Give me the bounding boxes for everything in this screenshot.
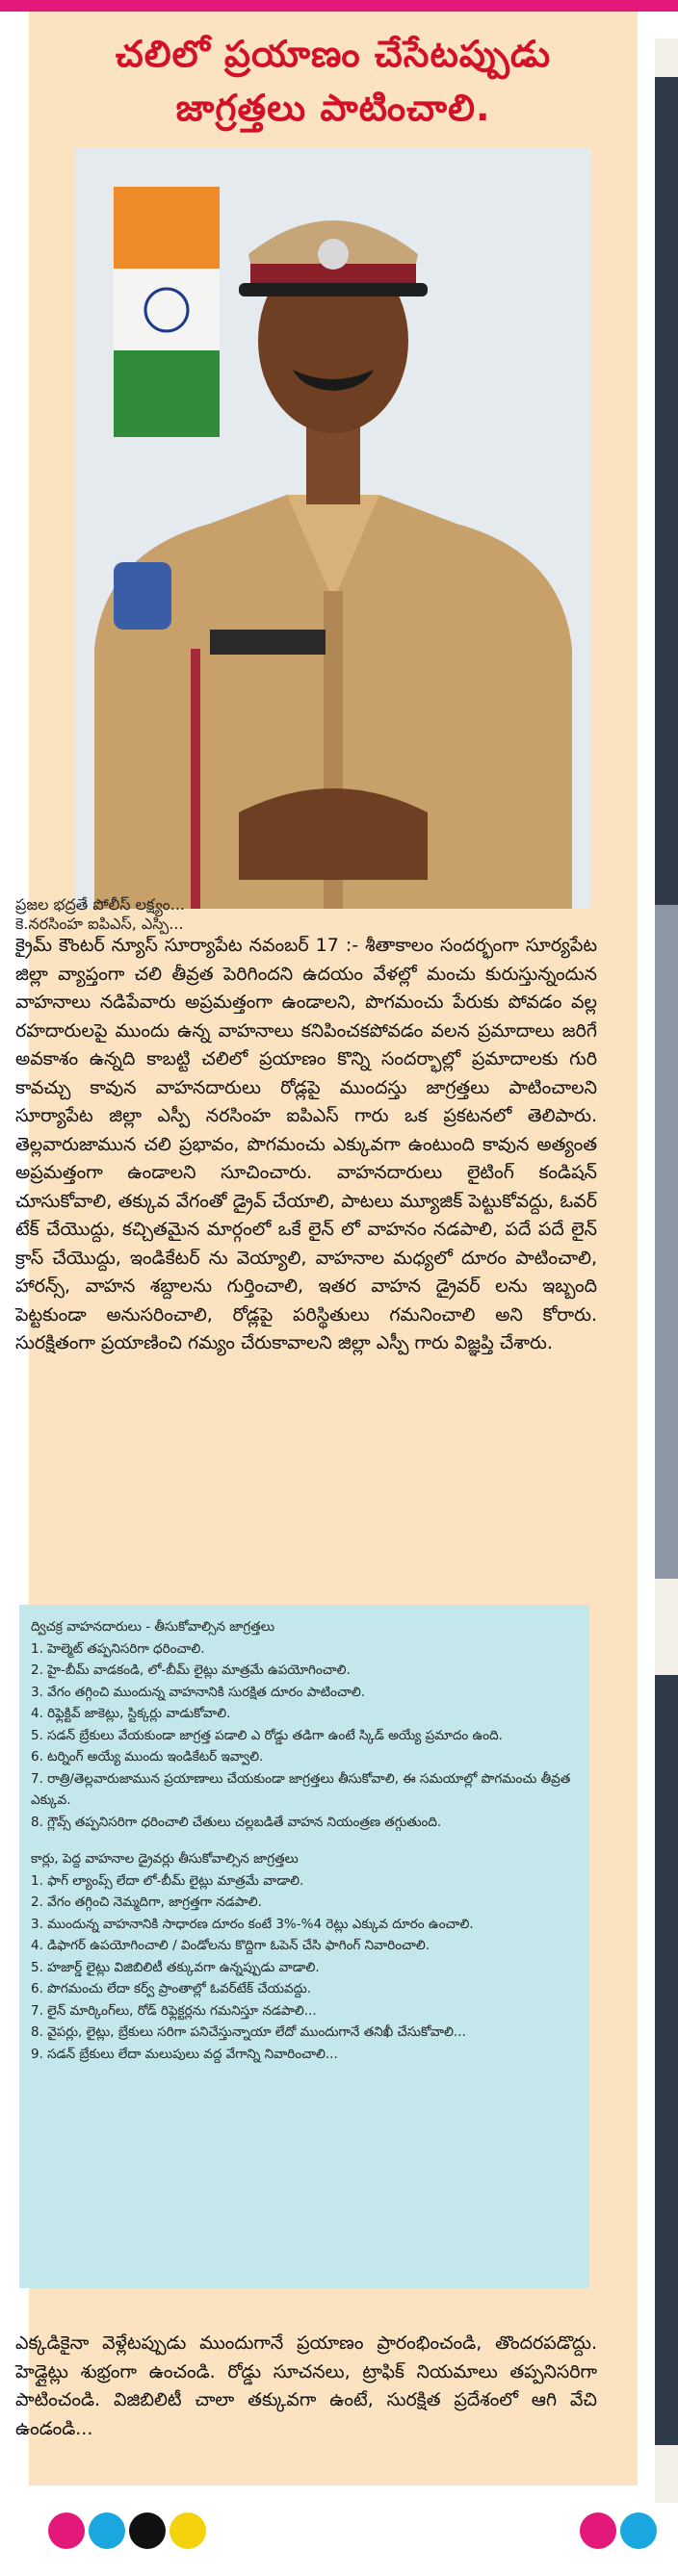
two-wheeler-item: 2. హై-బీమ్ వాడకండి, లో-బీమ్ లైట్లు మాత్రమే ఉపయోగించాలి.: [31, 1662, 351, 1678]
two-wheeler-item: 3. వేగం తగ్గించి ముందున్న వాహనానికి సురక్షిత దూరం పాటించాలి.: [31, 1684, 366, 1700]
top-color-bar: [0, 0, 678, 12]
closing-paragraph: ఎక్కడికైనా వెళ్లేటప్పుడు ముందుగానే ప్రయాణం ప్రారంభించండి, తొందరపడొద్దు. హెడ్లైట్లు శుభ్రంగా ఉంచండి. రోడ్డు సూచనలు, ట్రాఫిక్ నియమాలు తప్పనిసరిగా పాటించండి. విజిబిలిటీ చాలా తక్కువగా ఉంటే, సురక్షిత ప్రదేశంలో ఆగి వేచి ఉండండి...: [15, 2332, 597, 2439]
car-drivers-item: 7. లైన్ మార్కింగ్‌లు, రోడ్ రిఫ్లెక్టర్లను గమనిస్తూ నడపాలి...: [31, 2002, 317, 2019]
black-dot: [129, 2512, 166, 2549]
cyan-dot: [620, 2512, 657, 2549]
two-wheeler-item: 7. రాత్రి/తెల్లవారుజామున ప్రయాణాలు చేయకుండా జాగ్రత్తలు తీసుకోవాలి, ఈ సమయాల్లో పొగమంచు తీవ్రత ఎక్కువ.: [31, 1770, 571, 1808]
car-drivers-item: 4. డిఫాగర్ ఉపయోగించాలి / విండోలను కొద్దిగా ఓపెన్ చేసి ఫాగింగ్ నివారించాలి.: [31, 1938, 430, 1953]
registration-marks-left: [48, 2512, 206, 2549]
headline-line-1: చలిలో ప్రయాణం చేసేటప్పుడు: [115, 33, 552, 75]
registration-marks-right: [580, 2512, 657, 2549]
sp-portrait-photo: [75, 148, 591, 909]
car-drivers-item: 6. పొగమంచు లేదా కర్వ్ ప్రాంతాల్లో ఓవర్‌టేక్ చేయవద్దు.: [31, 1981, 312, 1996]
two-wheeler-item: 8. గ్లౌవ్స్ తప్పనిసరిగా ధరించాలి చేతులు చల్లబడితే వాహన నియంత్రణ తగ్గుతుంది.: [31, 1814, 442, 1830]
section-gap: [31, 1833, 578, 1848]
photo-caption: [15, 895, 597, 934]
two-wheeler-item: 5. సడన్ బ్రేకులు వేయకుండా జాగ్రత్త పడాలి ఎ రోడ్డు తడిగా ఉంటే స్కిడ్ అయ్యే ప్రమాదం ఉంది.: [31, 1727, 503, 1743]
headline-line-2: జాగ్రత్తలు పాటించాలి.: [175, 87, 491, 129]
car-drivers-heading: కార్లు, పెద్ద వాహనాల డ్రైవర్లు తీసుకోవాల్సిన జాగ్రత్తలు: [31, 1851, 299, 1867]
two-wheeler-item: 1. హెల్మెట్ తప్పనిసరిగా ధరించాలి.: [31, 1640, 205, 1657]
safety-tips-box: [19, 1605, 589, 2288]
car-drivers-item: 3. ముందున్న వాహనానికి సాధారణ దూరం కంటే 3%-%4 రెట్లు ఎక్కువ దూరం ఉంచాలి.: [31, 1916, 474, 1932]
article-body: క్రైమ్ కౌంటర్ న్యూస్ సూర్యాపేట నవంబర్ 17 :- శీతాకాలం సందర్భంగా సూర్యపేట జిల్లా వ్యాప్తంగా చలి తీవ్రత పెరిగిందని ఉదయం వేళల్లో మంచు కురుస్తున్నందున వాహనాలు నడిపేవారు అప్రమత్తంగా ఉండాలని, పొగమంచు పేరుకు పోవడం వల్ల రహదారులపై ముందు ఉన్న వాహనాలు కనిపించకపోవడం వలన ప్రమాదాలు జరిగే అవకాశం ఉన్నది కాబట్టి చలిలో ప్రయాణం కొన్ని సందర్భాల్లో ప్రమాదాలకు గురి కావచ్చు కావున వాహనదారులు రోడ్లపై ముందస్తు జాగ్రత్తలు పాటించాలని సూర్యాపేట జిల్లా ఎస్పీ నరసింహ ఐపిఎస్ గారు ఒక ప్రకటనలో తెలిపారు. తెల్లవారుజామున చలి ప్రభావం, పొగమంచు ఎక్కువగా ఉంటుంది కావున అత్యంత అప్రమత్తంగా ఉండాలని సూచించారు. వాహనదారులు లైటింగ్ కండిషన్ చూసుకోవాలి, తక్కువ వేగంతో డ్రైవ్ చేయాలి, పాటలు మ్యూజిక్ పెట్టుకోవద్దు, ఓవర్ టేక్ చేయొద్దు, కచ్చితమైన మార్గంలో ఒకే లైన్ లో వాహనం నడపాలి, పదే పదే లైన్ క్రాస్ చేయొద్దు, ఇండికేటర్ ను వెయ్యాలి, వాహనాల మధ్యలో దూరం పాటించాలి, హారన్స్, వాహన శబ్దాలను గుర్తించాలి, ఇతర వాహన డ్రైవర్ లను ఇబ్బంది పెట్టకుండా అనుసరించాలి, రోడ్లపై పరిస్థితులు గమనించాలి అని కోరారు. సురక్షితంగా ప్రయాణించి గమ్యం చేరుకావాలని జిల్లా ఎస్పీ గారు విజ్ఞప్తి చేశారు.: [15, 935, 597, 1353]
two-wheeler-item: 6. టర్నింగ్ అయ్యే ముందు ఇండికేటర్ ఇవ్వాలి.: [31, 1749, 264, 1765]
car-drivers-item: 2. వేగం తగ్గించి నెమ్మదిగా, జాగ్రత్తగా నడపాలి.: [31, 1894, 262, 1910]
magenta-dot: [580, 2512, 616, 2549]
car-drivers-item: 5. హజార్డ్ లైట్లు విజిబిలిటీ తక్కువగా ఉన్నప్పుడు వాడాలి.: [31, 1959, 320, 1975]
car-drivers-item: 9. సడన్ బ్రేకులు లేదా మలుపులు వద్ద వేగాన్ని నివారించాలి...: [31, 2046, 338, 2062]
magenta-dot: [48, 2512, 85, 2549]
car-drivers-item: 1. ఫాగ్ ల్యాంప్స్ లేదా లో-బీమ్ లైట్లు మాత్రమే వాడాలి.: [31, 1872, 304, 1889]
car-drivers-item: 8. వైపర్లు, లైట్లు, బ్రేకులు సరిగా పనిచేస్తున్నాయా లేదో ముందుగానే తనిఖీ చేసుకోవాలి...: [31, 2024, 466, 2040]
caption-line-2: కె.నరసింహ ఐపిఎస్, ఎస్పి...: [15, 914, 184, 933]
adjacent-page-strip: [655, 39, 678, 2503]
two-wheeler-heading: ద్విచక్ర వాహనదారులు - తీసుకోవాల్సిన జాగ్రత్తలు: [31, 1619, 274, 1635]
cyan-dot: [89, 2512, 125, 2549]
two-wheeler-item: 4. రిఫ్లెక్టివ్ జాకెట్లు, స్టిక్కర్లు వాడుకోవాలి.: [31, 1706, 231, 1721]
headline: [29, 12, 638, 135]
yellow-dot: [170, 2512, 206, 2549]
caption-line-1: ప్రజల భద్రతే పోలీస్ లక్ష్యం...: [15, 895, 186, 914]
